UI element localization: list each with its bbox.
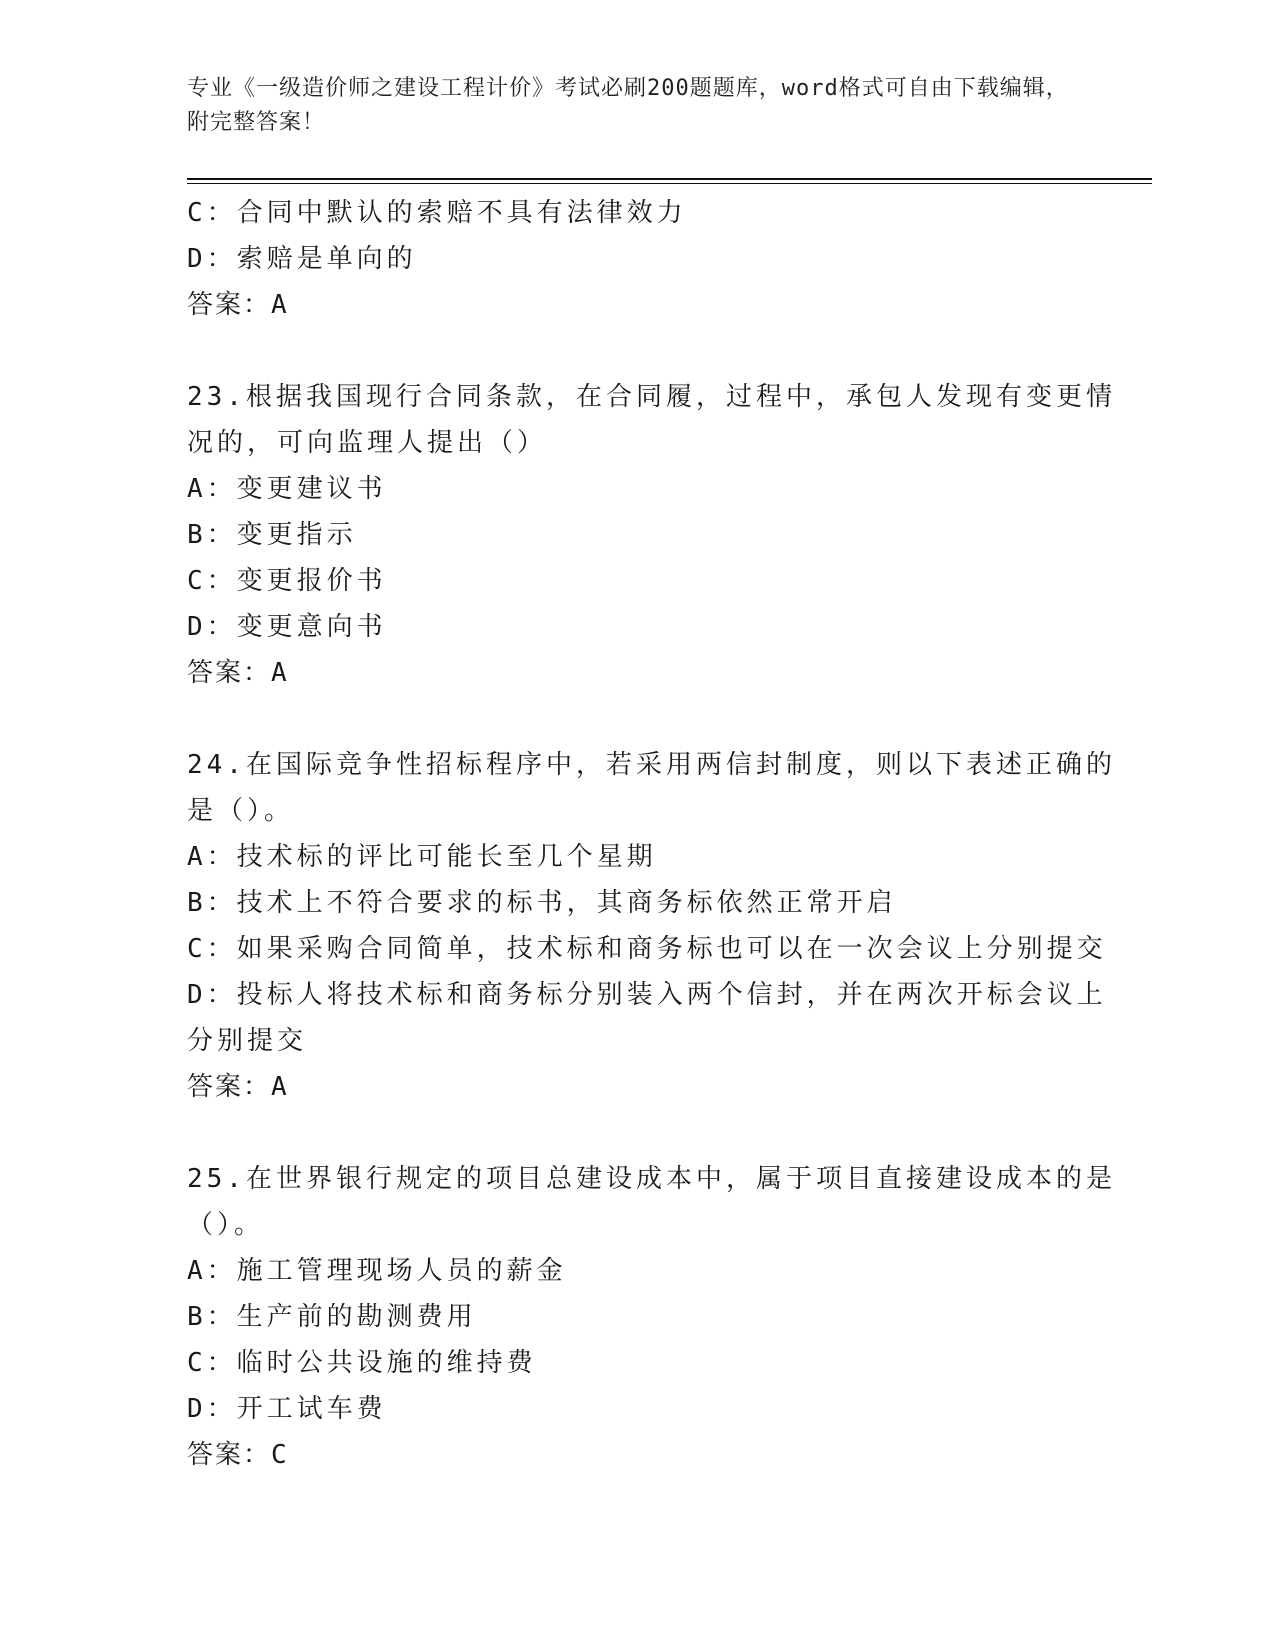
option-a: A：技术标的评比可能长至几个星期 bbox=[187, 842, 657, 872]
option-d: D：索赔是单向的 bbox=[187, 244, 417, 274]
option-d: D：变更意向书 bbox=[187, 612, 387, 642]
option-c: C：临时公共设施的维持费 bbox=[187, 1348, 537, 1378]
answer-line: 答案：C bbox=[187, 1440, 289, 1470]
option-d: D：投标人将技术标和商务标分别装入两个信封，并在两次开标会议上 bbox=[187, 980, 1107, 1010]
question-stem: 24.在国际竞争性招标程序中，若采用两信封制度，则以下表述正确的 bbox=[187, 750, 1116, 780]
option-d-continued: 分别提交 bbox=[187, 1026, 308, 1056]
question-stem: 25.在世界银行规定的项目总建设成本中，属于项目直接建设成本的是 bbox=[187, 1164, 1116, 1194]
spacer bbox=[187, 328, 1087, 374]
answer-line: 答案：A bbox=[187, 290, 289, 320]
option-d: D：开工试车费 bbox=[187, 1394, 387, 1424]
option-b: B：变更指示 bbox=[187, 520, 357, 550]
option-a: A：施工管理现场人员的薪金 bbox=[187, 1256, 567, 1286]
question-23 bbox=[187, 374, 1116, 696]
question-24 bbox=[187, 742, 1116, 1110]
option-c: C：合同中默认的索赔不具有法律效力 bbox=[187, 198, 687, 228]
question-stem: （）。 bbox=[187, 1210, 265, 1240]
question-25 bbox=[187, 1156, 1116, 1478]
header-rule-thick bbox=[187, 178, 1152, 180]
previous-question-block bbox=[187, 190, 1087, 328]
content-body bbox=[187, 190, 1116, 1478]
option-b: B：生产前的勘测费用 bbox=[187, 1302, 477, 1332]
question-stem: 23.根据我国现行合同条款，在合同履，过程中，承包人发现有变更情 bbox=[187, 382, 1116, 412]
option-c: C：如果采购合同简单，技术标和商务标也可以在一次会议上分别提交 bbox=[187, 934, 1107, 964]
spacer bbox=[187, 696, 1087, 742]
option-c: C：变更报价书 bbox=[187, 566, 387, 596]
page-header: 专业《一级造价师之建设工程计价》考试必刷200题题库，word格式可自由下载编辑，附完整答案！ bbox=[187, 76, 1069, 135]
question-stem: 况的，可向监理人提出（） bbox=[187, 428, 548, 458]
option-b: B：技术上不符合要求的标书，其商务标依然正常开启 bbox=[187, 888, 897, 918]
header-rule-thin bbox=[187, 183, 1152, 184]
spacer bbox=[187, 1110, 1087, 1156]
option-a: A：变更建议书 bbox=[187, 474, 387, 504]
answer-line: 答案：A bbox=[187, 658, 289, 688]
answer-line: 答案：A bbox=[187, 1072, 289, 1102]
question-stem: 是（）。 bbox=[187, 796, 295, 826]
